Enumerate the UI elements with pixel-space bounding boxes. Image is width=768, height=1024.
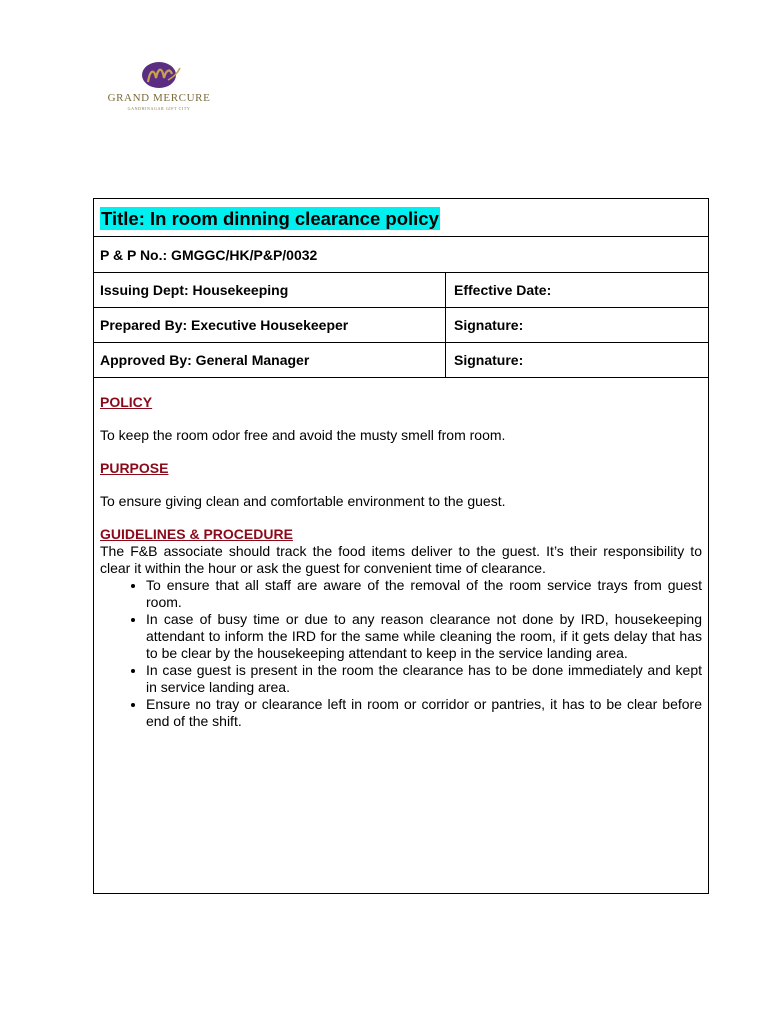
approved-by: Approved By: General Manager <box>94 343 446 377</box>
purpose-text: To ensure giving clean and comfortable environment to the guest. <box>100 493 506 509</box>
issuing-row <box>94 273 708 308</box>
ppno-row <box>94 237 708 273</box>
hotel-logo <box>94 60 224 116</box>
prepared-signature: Signature: <box>454 317 524 333</box>
approved-signature: Signature: <box>454 352 524 368</box>
pp-number: P & P No.: GMGGC/HK/P&P/0032 <box>100 246 318 263</box>
guidelines-heading: GUIDELINES & PROCEDURE <box>100 526 293 542</box>
document-title: Title: In room dinning clearance policy <box>101 208 439 229</box>
list-item: • In case of busy time or due to any reason clearance not done by IRD, housekeeping attendant to inform the IRD for the same while cleaning the room, if it gets delay that has to be clear by the housekeeping attendant to keep in the service landing area. <box>146 611 702 662</box>
list-item: • To ensure that all staff are aware of the removal of the room service trays from guest room. <box>146 577 702 611</box>
list-item: • Ensure no tray or clearance left in room or corridor or pantries, it has to be clear before end of the shift. <box>146 696 702 730</box>
document-body <box>100 379 702 730</box>
policy-document <box>93 198 709 894</box>
list-item: • In case guest is present in the room the clearance has to be done immediately and kept in service landing area. <box>146 662 702 696</box>
approved-row <box>94 343 708 378</box>
grand-mercure-emblem-icon <box>134 60 184 92</box>
policy-heading: POLICY <box>100 394 153 410</box>
title-row <box>94 199 708 237</box>
purpose-heading: PURPOSE <box>100 460 169 476</box>
effective-date: Effective Date: <box>454 282 552 298</box>
issuing-dept: Issuing Dept: Housekeeping <box>94 273 446 307</box>
policy-text: To keep the room odor free and avoid the musty smell from room. <box>100 427 506 443</box>
logo-brand-name: GRAND MERCURE <box>107 92 211 104</box>
logo-subtitle: GANDHINAGAR GIFT CITY <box>127 106 191 111</box>
guidelines-list <box>100 577 702 730</box>
guidelines-intro: The F&B associate should track the food items deliver to the guest. It’s their responsibility to clear it within the hour or ask the guest for convenient time of clearance. <box>100 543 702 576</box>
prepared-row <box>94 308 708 343</box>
prepared-by: Prepared By: Executive Housekeeper <box>94 308 446 342</box>
